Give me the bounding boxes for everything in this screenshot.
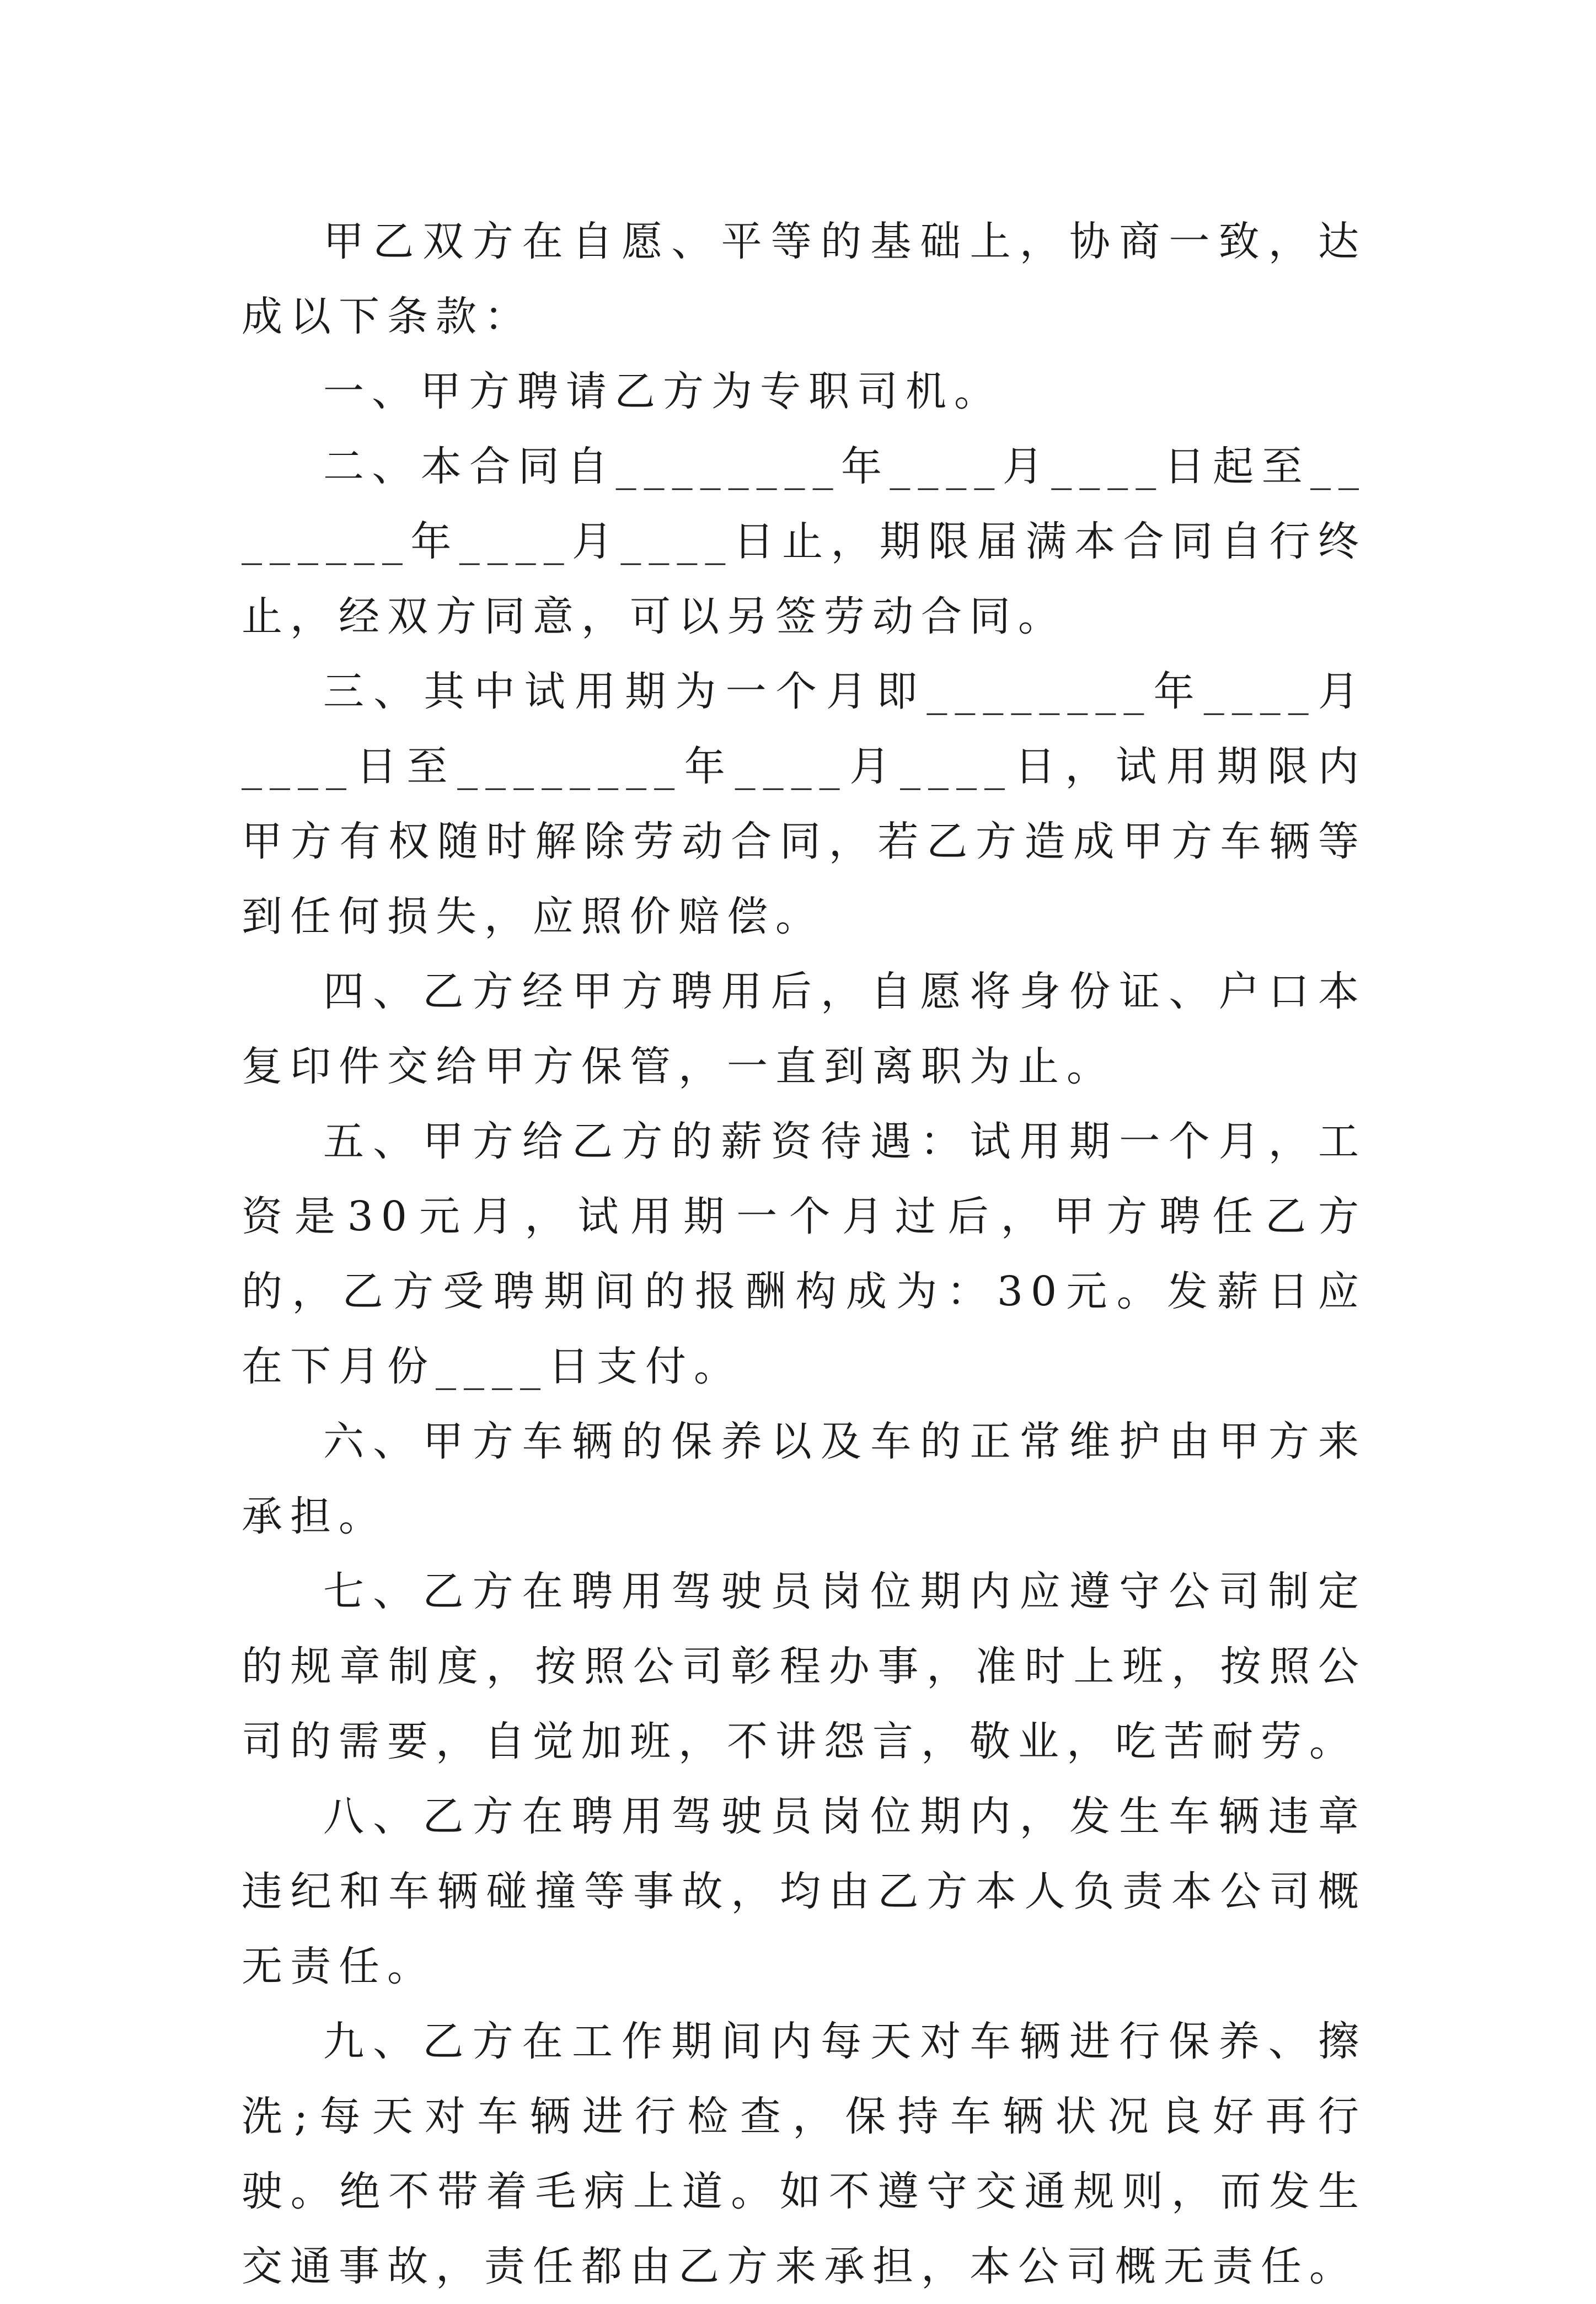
clause-9: 九、乙方在工作期间内每天对车辆进行保养、擦洗;每天对车辆进行检查，保持车辆状况良好再行驶。绝不带着毛病上道。如不遵守交通规则，而发生交通事故，责任都由乙方来承担，本公司概无责任。 xyxy=(242,2018,1367,2290)
clause-7: 七、乙方在聘用驾驶员岗位期内应遵守公司制定的规章制度，按照公司彰程办事，准时上班，按照公司的需要，自觉加班，不讲怨言，敬业，吃苦耐劳。 xyxy=(242,1568,1367,1765)
clause-3: 三、其中试用期为一个月即________年____月____日至________年____月____日，试用期限内甲方有权随时解除劳动合同，若乙方造成甲方车辆等到任何损失，应照价赔偿。 xyxy=(242,668,1367,940)
clause-1: 一、甲方聘请乙方为专职司机。 xyxy=(323,368,1003,415)
clause-2: 二、本合同自________年____月____日起至________年____月____日止，期限届满本合同自行终止，经双方同意，可以另签劳动合同。 xyxy=(242,443,1367,640)
clause-4: 四、乙方经甲方聘用后，自愿将身份证、户口本复印件交给甲方保管，一直到离职为止。 xyxy=(242,968,1367,1090)
clause-5: 五、甲方给乙方的薪资待遇：试用期一个月，工资是30元月，试用期一个月过后，甲方聘任乙方的，乙方受聘期间的报酬构成为：30元。发薪日应在下月份____日支付。 xyxy=(242,1118,1367,1390)
paragraph-intro: 甲乙双方在自愿、平等的基础上，协商一致，达成以下条款： xyxy=(242,218,1367,340)
clause-6: 六、甲方车辆的保养以及车的正常维护由甲方来承担。 xyxy=(242,1418,1367,1540)
clause-8: 八、乙方在聘用驾驶员岗位期内，发生车辆违章违纪和车辆碰撞等事故，均由乙方本人负责本公司概无责任。 xyxy=(242,1793,1367,1990)
contract-body xyxy=(242,204,1367,2304)
